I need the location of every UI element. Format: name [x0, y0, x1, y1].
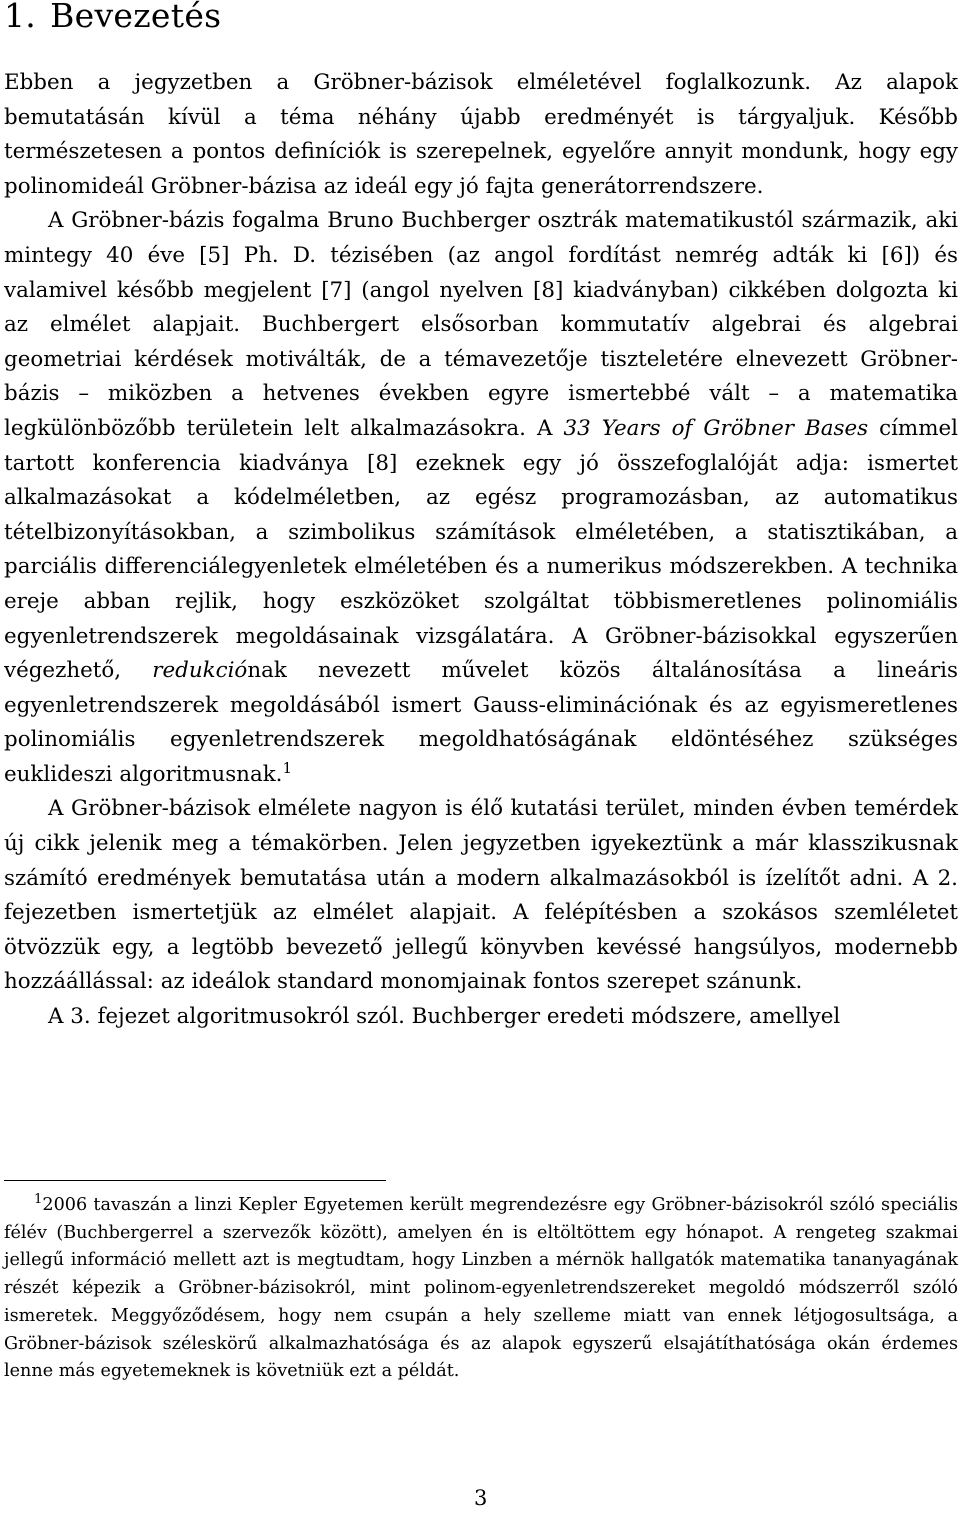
footnote-divider — [4, 1180, 386, 1181]
paragraph-4: A 3. fejezet algoritmusokról szól. Buchberger eredeti módszere, amellyel — [48, 1004, 841, 1030]
footnote — [4, 1192, 958, 1386]
paragraph-3: A Gröbner-bázisok elmélete nagyon is élő kutatási terület, minden évben temérdek új cikk jelenik meg a témakörben. Jelen jegyzetben igyekeztünk a már klasszikusnak számító eredmények bemutatása után a modern alkalmazásokból is ízelítőt adni. A 2. fejezetben ismertetjük az elmélet alapjait. A felépítésben a szokásos szemléletet ötvözzük egy, a legtöbb bevezető jellegű könyvben kevéssé hangsúlyos, modernebb hozzáállással: az ideálok standard monomjainak fontos szerepet szánunk. — [4, 796, 958, 995]
paragraph-2-part-b: címmel tartott konferencia kiadványa [8] ezeknek egy jó összefoglalóját adja: ismertet alkalmazásokat a kódelméletben, az egész programozásban, az automatikus tételbizonyításokban, a szimbolikus számítások elméletében, a statisztikában, a parciális differenciálegyenletek elméletében és a numerikus módszerekben. A technika ereje abban rejlik, hogy eszközöket szolgáltat többismeretlenes polinomiális egyenletrendszerek megoldásainak vizsgálatára. A Gröbner-bázisokkal egyszerűen végezhető, — [4, 415, 958, 684]
footnote-reference[interactable]: 1 — [282, 758, 293, 777]
footnote-mark: 1 — [34, 1191, 43, 1207]
section-number: 1. — [4, 0, 37, 35]
paragraph-1: Ebben a jegyzetben a Gröbner-bázisok elméletével foglalkozunk. Az alapok bemutatásán kívül a téma néhány újabb eredményét is tárgyaljuk. Később természetesen a pontos definíciók is szerepelnek, egyelőre annyit mondunk, hogy egy polinomideál Gröbner-bázisa az ideál egy jó fajta generátorrendszere. — [4, 70, 958, 199]
paragraph-2-part-c: nak nevezett művelet közös általánosítása a lineáris egyenletrendszerek megoldásából ismert Gauss-eliminációnak és az egyismeretlenes polinomiális egyenletrendszerek megoldhatóságának eldöntéséhez szükséges euklideszi algoritmusnak. — [4, 658, 958, 787]
footnote-text: 2006 tavaszán a linzi Kepler Egyetemen került megrendezésre egy Gröbner-bázisokról szóló speciális félév (Buchbergerrel a szervezők között), amelyen én is eltöltöttem egy hónapot. A rengeteg szakmai jellegű információ mellett azt is megtudtam, hogy Linzben a mérnök hallgatók matematika tananyagának részét képezik a Gröbner-bázisokról, mint polinom-egyenletrendszereket megoldó módszerről szóló ismeretek. Meggyőződésem, hogy nem csupán a hely szelleme miatt van ennek létjogosultsága, a Gröbner-bázisok széleskörű alkalmazhatósága és az alapok egyszerű elsajátíthatósága okán érdemes lenne más egyetemeknek is követniük ezt a példát. — [4, 1195, 958, 1382]
section-title: Bevezetés — [50, 0, 222, 35]
paragraph-2-part-a: A Gröbner-bázis fogalma Bruno Buchberger osztrák matematikustól származik, aki mintegy 40 éve [5] Ph. D. tézisében (az angol fordítást nemrég adták ki [6]) és valamivel később megjelent [7] (angol nyelven [8] kiadványban) cikkében dolgozta ki az elmélet alapjait. Buchbergert elsősorban kommutatív algebrai és algebrai geometriai kérdések motiválták, de a témavezetője tiszteletére elnevezett Gröbner-bázis – miközben a hetvenes években egyre ismertebbé vált – a matematika legkülönbözőbb területein lelt alkalmazásokra. A — [4, 208, 958, 441]
paragraph-2-term-reduction: redukció — [152, 658, 248, 684]
body-text — [4, 66, 958, 1035]
paragraph-2-book-title: 33 Years of Gröbner Bases — [563, 415, 869, 441]
page-number: 3 — [474, 1486, 488, 1510]
paragraph-2 — [4, 204, 958, 792]
section-heading — [4, 0, 221, 38]
